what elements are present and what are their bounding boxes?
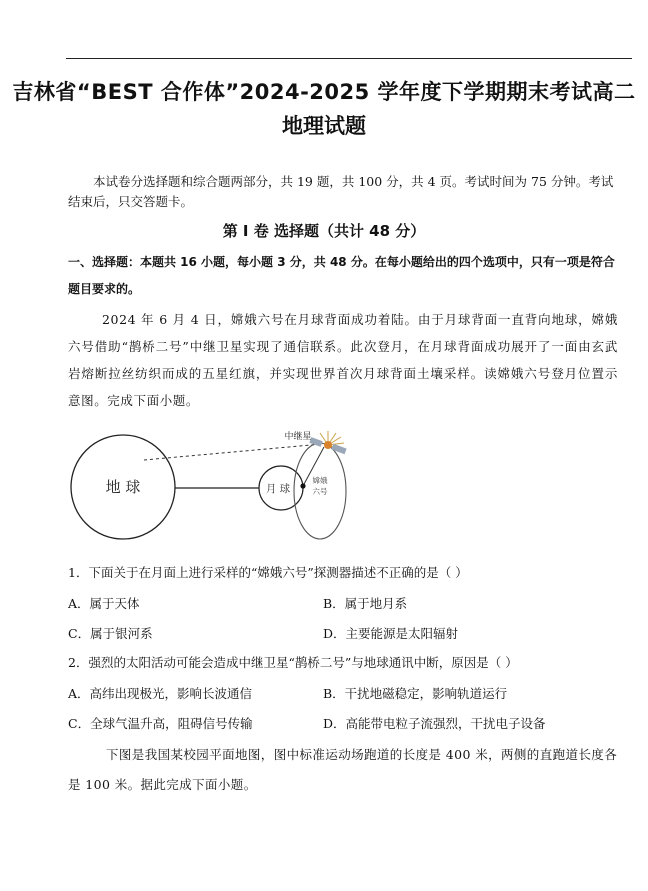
exam-title: 吉林省“BEST 合作体”2024-2025 学年度下学期期末考试高二 [12,80,636,104]
subject-title: 地理试题 [282,114,366,138]
change6-label-line1: 嫦娥 [312,476,328,485]
earth-label: 地 球 [105,478,141,496]
question-2-option-a: A．高纬出现极光，影响长波通信 [68,686,253,701]
reading-passage-1: 2024 年 6 月 4 日，嫦娥六号在月球背面成功着陆。由于月球背面一直背向地球，嫦娥六号借助“鹊桥二号”中继卫星实现了通信联系。此次登月，在月球背面成功展开了一面由玄武岩熔断拉丝纺织而成的五星红旗，并实现世界首次月球背面土壤采样。读嫦娥六号登月位置示意图。完成下面小题。 [68,312,618,408]
question-2-option-b: B．干扰地磁稳定，影响轨道运行 [323,686,508,701]
exam-intro: 本试卷分选择题和综合题两部分，共 19 题，共 100 分，共 4 页。考试时间为 75 分钟。考试结束后，只交答题卡。 [68,174,614,209]
question-2-option-d: D．高能带电粒子流强烈，干扰电子设备 [323,716,546,731]
change6-landing-point [300,483,305,488]
question-1-option-a: A．属于天体 [68,596,140,611]
question-1-stem: 1．下面关于在月面上进行采样的“嫦娥六号”探测器描述不正确的是（ ） [68,565,468,580]
relay-satellite-icon [309,431,346,454]
change6-label-line2: 六号 [312,487,328,496]
moon-label: 月 球 [265,483,291,495]
signal-dashed-line [144,444,322,460]
top-rule [66,58,632,59]
question-1-option-b: B．属于地月系 [323,596,408,611]
question-1-option-c: C．属于银河系 [68,626,153,641]
reading-passage-2: 下图是我国某校园平面地图，图中标准运动场跑道的长度是 400 米，两侧的直跑道长度各是 100 米。据此完成下面小题。 [68,747,618,792]
question-1-option-d: D．主要能源是太阳辐射 [323,626,459,641]
moon-landing-diagram [66,427,366,547]
question-2-stem: 2．强烈的太阳活动可能会造成中继卫星“鹊桥二号”与地球通讯中断，原因是（ ） [68,655,518,670]
section-title: 第 Ⅰ 卷 选择题（共计 48 分） [222,222,426,240]
section-instructions: 一、选择题：本题共 16 小题，每小题 3 分，共 48 分。在每小题给出的四个选项中，只有一项是符合题目要求的。 [68,255,615,296]
question-2-option-c: C．全球气温升高，阻碍信号传输 [68,716,253,731]
relay-label: 中继星 [284,432,312,442]
